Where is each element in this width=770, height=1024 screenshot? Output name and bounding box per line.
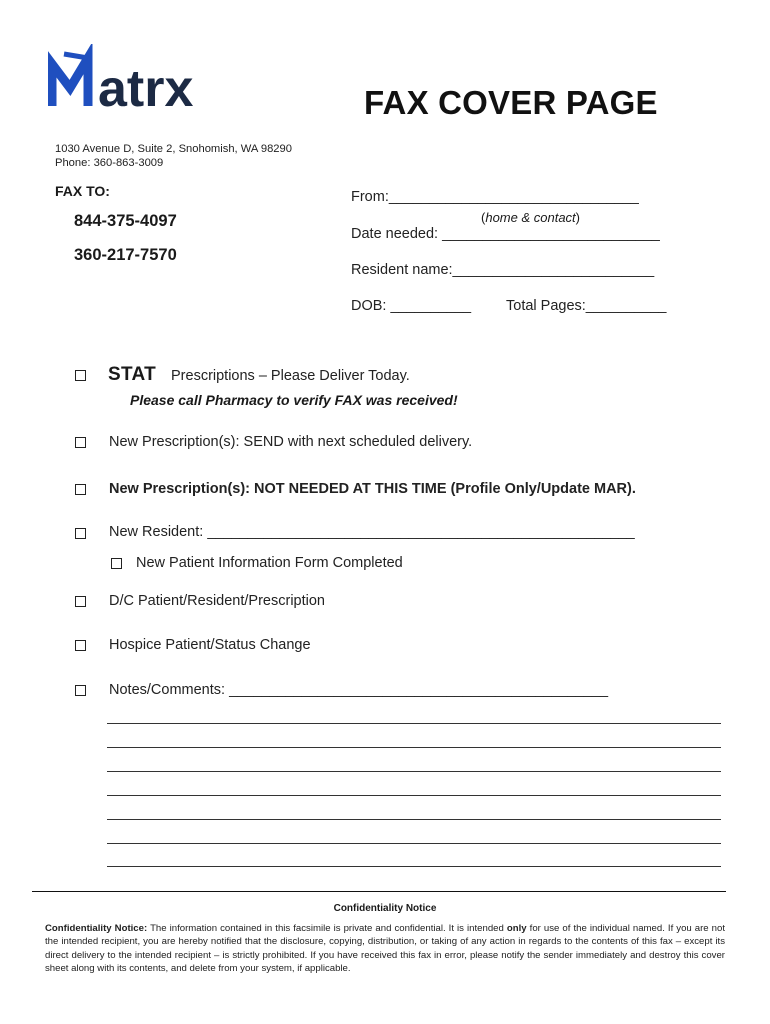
dob-field[interactable]: DOB: __________ [351, 298, 472, 314]
fax-to-label: FAX TO: [55, 183, 110, 199]
new-rx-not-needed-checkbox[interactable] [75, 484, 86, 495]
hospice-checkbox[interactable] [75, 640, 86, 651]
stat-checkbox[interactable] [75, 370, 86, 381]
new-rx-not-needed-label: New Prescription(s): NOT NEEDED AT THIS TIME (Profile Only/Update MAR). [109, 481, 636, 497]
notes-line[interactable] [107, 866, 721, 867]
notes-checkbox[interactable] [75, 685, 86, 696]
fax-number-1: 844-375-4097 [74, 212, 177, 230]
divider [32, 891, 726, 892]
confidentiality-text [45, 922, 725, 975]
notes-line[interactable] [107, 771, 721, 772]
new-rx-send-checkbox[interactable] [75, 437, 86, 448]
phone-line: Phone: 360-863-3009 [55, 157, 164, 169]
total-pages-field[interactable]: Total Pages:__________ [506, 298, 667, 314]
from-field[interactable]: From:_______________________________ [351, 189, 639, 205]
matrx-logo [48, 44, 248, 114]
dc-patient-label: D/C Patient/Resident/Prescription [109, 593, 325, 609]
stat-text: Prescriptions – Please Deliver Today. [171, 368, 410, 384]
hospice-label: Hospice Patient/Status Change [109, 637, 311, 653]
notes-line[interactable] [107, 795, 721, 796]
fax-number-2: 360-217-7570 [74, 246, 177, 264]
notes-line[interactable] [107, 843, 721, 844]
notes-field[interactable]: Notes/Comments: _______________________________________________ [109, 682, 609, 698]
stat-label: STAT [108, 364, 156, 385]
confidentiality-text-2: for use of the individual named. If you are not the intended recipient, you are hereby notified that the disclosure, copying, distribution, or taking of any action in regards to the contents of this fax – except its direct delivery to the intended recipient – is strictly prohibited. If you have received this fax in error, please notify the sender immediately and destroy this cover sheet along with its contents, and delete from your system, if applicable. [45, 923, 726, 974]
stat-note: Please call Pharmacy to verify FAX was received! [130, 392, 458, 408]
confidentiality-text-1: The information contained in this facsimile is private and confidential. It is intended [150, 923, 504, 934]
new-resident-field[interactable]: New Resident: _____________________________________________________ [109, 524, 635, 540]
notes-line[interactable] [107, 747, 721, 748]
new-patient-form-label: New Patient Information Form Completed [136, 555, 403, 571]
new-rx-send-label: New Prescription(s): SEND with next scheduled delivery. [109, 434, 473, 450]
home-contact-hint: (home & contact) [481, 210, 581, 225]
confidentiality-heading: Confidentiality Notice [333, 903, 437, 914]
new-resident-checkbox[interactable] [75, 528, 86, 539]
address-line: 1030 Avenue D, Suite 2, Snohomish, WA 98290 [55, 143, 292, 155]
home-contact-text: home & contact [485, 210, 576, 225]
page-title: FAX COVER PAGE [364, 84, 658, 121]
confidentiality-only: only [506, 923, 527, 934]
resident-name-field[interactable]: Resident name:_________________________ [351, 262, 655, 278]
logo-text: atrx [98, 60, 194, 114]
notes-line[interactable] [107, 819, 721, 820]
dc-patient-checkbox[interactable] [75, 596, 86, 607]
date-needed-field[interactable]: Date needed: ___________________________ [351, 226, 660, 242]
confidentiality-label: Confidentiality Notice: [45, 923, 148, 934]
new-patient-form-checkbox[interactable] [111, 558, 122, 569]
notes-line[interactable] [107, 723, 721, 724]
